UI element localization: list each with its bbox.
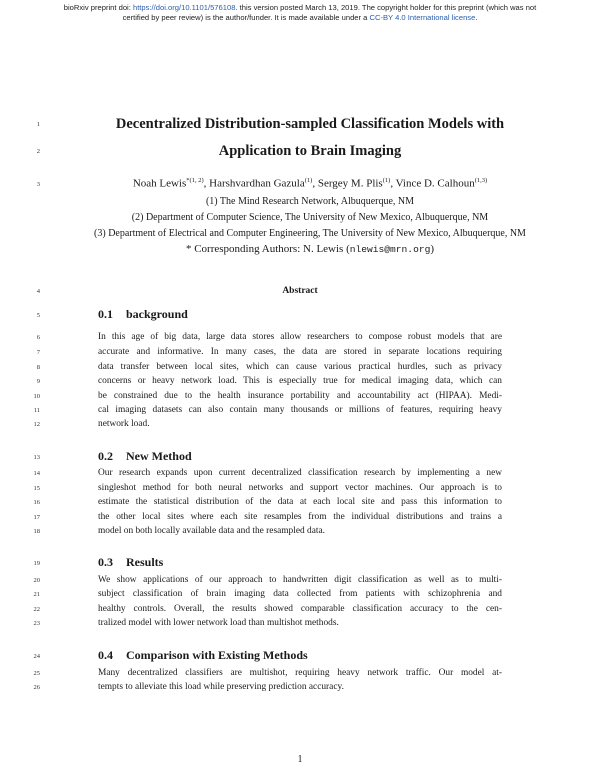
affiliation: (3) Department of Electrical and Computer Engineering, The University of New Mexico, Albuquerque, NM [94,228,526,239]
section-number: 0.4 [98,648,113,662]
section-heading [98,307,188,322]
author-affiliation-mark: (1) [304,177,313,184]
line-number: 13 [33,454,40,461]
line-number: 12 [33,421,40,428]
body-text-line: tralized model with lower network load than multishot methods. [98,618,339,628]
line-number: 18 [33,528,40,535]
line-number: 9 [36,378,40,385]
paper-title-line-1: Decentralized Distribution-sampled Classification Models with [115,116,505,132]
author-name: Sergey M. Plis [317,177,383,190]
body-text-line: Many decentralized classifiers are multishot, requiring heavy network traffic. Our model at- [98,668,502,678]
section-number: 0.3 [98,555,113,569]
line-number: 11 [33,407,40,414]
line-number: 19 [33,560,40,567]
section-title: Results [126,555,164,569]
author-list: Noah Lewis$^{*(1, 2)}$, Harshvardhan Gazula$^{(1)}$, Sergey M. Plis$^{(1)}$, Vince D. Calhoun$^{(1,3)}$ [132,177,488,190]
corresponding-author: * Corresponding Authors: N. Lewis (nlewis@mrn.org) [185,243,435,255]
body-text-line: network load. [98,419,150,429]
section-title: New Method [126,449,192,463]
preprint-notice-line-1: bioRxiv preprint doi: https://doi.org/10.1101/576108. this version posted March 13, 2019. The copyright holder for this preprint (which was not [63,3,537,12]
body-text-line: the other local sites where each site resamples from the individual distributions and trains a [98,512,502,522]
preprint-notice-line-2: certified by peer review) is the author/funder. It is made available under a CC-BY 4.0 International license. [122,13,478,22]
corresponding-email[interactable]: nlewis@mrn.org [349,244,431,255]
line-number: 17 [33,514,40,521]
line-number: 22 [33,606,40,613]
body-text-line: cal imaging datasets can also contain many thousands or millions of features, requiring heavy [98,405,502,415]
license-link[interactable]: CC-BY 4.0 International license [369,13,476,22]
line-number: 16 [33,499,40,506]
body-text-line: singleshot method for both neural networks and support vector machines. Our approach is to [98,483,502,493]
author-affiliation-mark: (1,3) [474,177,488,184]
body-text-line: Our research expands upon current decentralized classification research by implementing a new [98,468,502,478]
line-number: 21 [33,591,40,598]
author-affiliation-mark: (1) [382,177,391,184]
affiliation: (1) The Mind Research Network, Albuquerque, NM [205,196,415,207]
line-number: 14 [33,470,40,477]
body-text-line: healthy controls. Overall, the results showed comparable classification accuracy to the cen- [98,604,502,614]
line-number: 4 [36,288,40,295]
section-heading [98,555,163,570]
section-title: Comparison with Existing Methods [126,648,308,662]
paper-title-line-2: Application to Brain Imaging [218,143,402,159]
line-number: 2 [36,148,40,155]
body-text-line: tempts to alleviate this load while preserving prediction accuracy. [98,682,344,692]
line-number: 24 [33,653,40,660]
section-heading [98,449,192,464]
author-name: Harshvardhan Gazula [209,177,305,190]
section-number: 0.2 [98,449,113,463]
author-affiliation-mark: *(1, 2) [186,177,204,184]
line-number: 3 [36,181,40,188]
body-text-line: accurate and informative. In many cases, the data are stored in separate locations requiring [98,347,502,357]
abstract-heading: Abstract [282,286,318,296]
body-text-line: be constrained due to the health insurance portability and accountability act (HIPAA). Medi- [98,391,502,401]
body-text-line: estimate the statistical distribution of the data at each local site and pass this information to [98,497,502,507]
preprint-notice [0,3,600,23]
line-number: 1 [36,121,40,128]
body-text-line: subject classification of brain imaging data collected from patients with schizophrenia and [98,589,502,599]
body-text-line: concerns or heavy network load. This is especially true for medical imaging data, which can [98,376,502,386]
body-text-line: model on both locally available data and the resampled data. [98,526,326,536]
line-number: 10 [33,393,40,400]
line-number: 5 [36,312,40,319]
doi-link[interactable]: https://doi.org/10.1101/576108 [132,3,236,12]
affiliation: (2) Department of Computer Science, The University of New Mexico, Albuquerque, NM [131,212,489,223]
line-number: 8 [36,364,40,371]
line-number: 26 [33,684,40,691]
section-number: 0.1 [98,307,113,321]
page-number: 1 [297,754,303,765]
line-number: 15 [33,485,40,492]
line-number: 7 [36,349,40,356]
body-text-line: In this age of big data, large data stores allow researchers to compose robust models that are [98,332,502,342]
line-number: 20 [33,577,40,584]
line-number: 6 [36,334,40,341]
section-title: background [126,307,188,321]
section-heading [98,648,308,663]
body-text-line: We show applications of our approach to handwritten digit classification as well as to multi- [98,575,502,585]
line-number: 25 [33,670,40,677]
author-name: Vince D. Calhoun [395,177,475,190]
body-text-line: data transfer between local sites, which can cause various practical hurdles, such as privacy [98,362,502,372]
line-number: 23 [33,620,40,627]
author-name: Noah Lewis [132,177,187,190]
